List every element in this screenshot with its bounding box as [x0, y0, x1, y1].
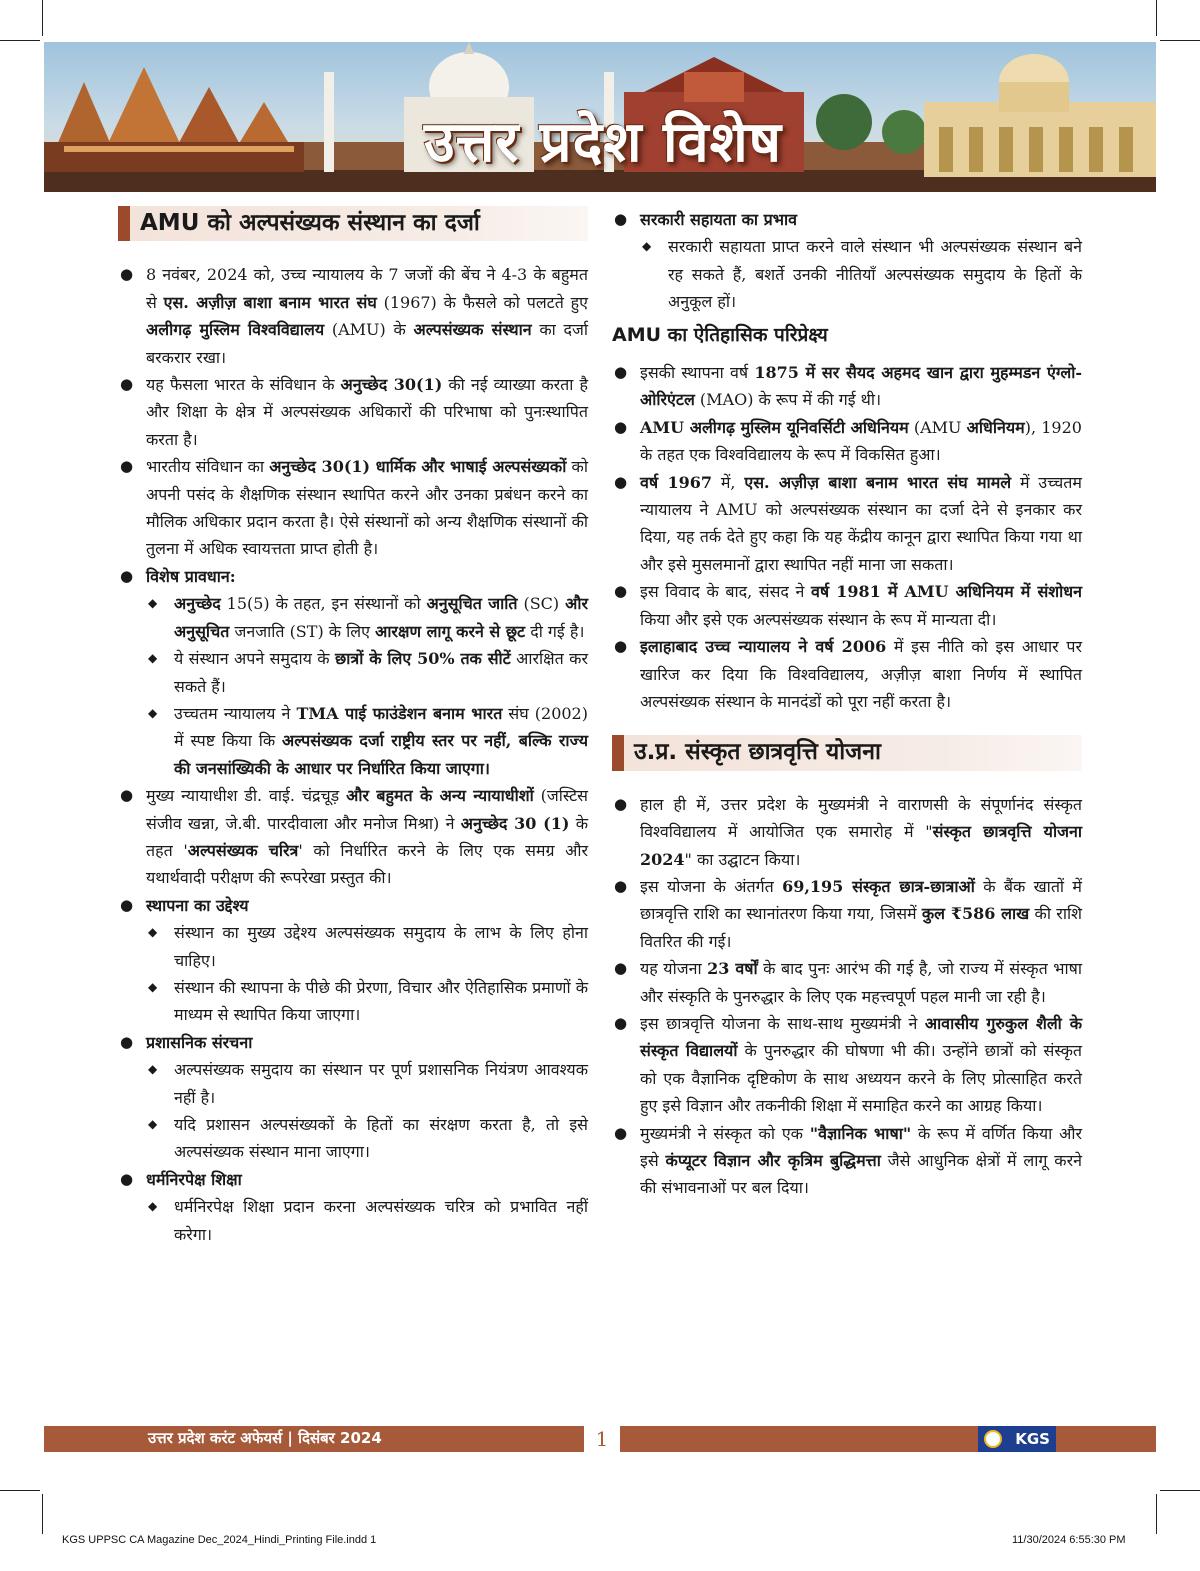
list-item: ● इस छात्रवृत्ति योजना के साथ-साथ मुख्यमंत्री ने आवासीय गुरुकुल शैली के संस्कृत विद्यालयों के पुनरुद्धार की घोषणा भी की। उन्होंने छात्रों को संस्कृत को एक वैज्ञानिक दृष्टिकोण के साथ अध्ययन करने के लिए प्रोत्साहित करते हुए इसे विज्ञान और तकनीकी शिक्षा में समाहित करने का आग्रह किया। — [612, 1010, 1082, 1120]
list-item: ● यह योजना 23 वर्षों के बाद पुनः आरंभ की गई है, जो राज्य में संस्कृत भाषा और संस्कृति के पुनरुद्धार के लिए एक महत्त्वपूर्ण पहल मानी जा रही है। — [612, 955, 1082, 1010]
section-heading-sanskrit-scholarship: उ.प्र. संस्कृत छात्रवृत्ति योजना — [612, 735, 1082, 770]
page-number: 1 — [587, 1424, 617, 1454]
banner-title: उत्तर प्रदेश विशेष — [424, 110, 783, 175]
sub-list-item: ◆ संस्थान की स्थापना के पीछे की प्रेरणा, विचार और ऐतिहासिक प्रमाणों के माध्यम से स्थापित किया जाएगा। — [146, 974, 588, 1029]
crop-mark — [1156, 1494, 1157, 1534]
list-item: ● इसकी स्थापना वर्ष 1875 में सर सैयद अहमद खान द्वारा मुहम्मडन एंग्लो-ओरिएंटल (MAO) के रूप में की गई थी। — [612, 359, 1082, 414]
list-item: ● वर्ष 1967 में, एस. अज़ीज़ बाशा बनाम भारत संघ मामले में उच्चतम न्यायालय ने AMU को अल्पसंख्यक संस्थान का दर्जा देने से इनकार कर दिया, यह तर्क देते हुए कहा कि यह केंद्रीय कानून द्वारा स्थापित किया गया था और इसे मुसलमानों द्वारा स्थापित नहीं माना जा सकता। — [612, 469, 1082, 579]
section-heading-amu: AMU को अल्पसंख्यक संस्थान का दर्जा — [118, 206, 588, 241]
sub-list-item: ◆ यदि प्रशासन अल्पसंख्यकों के हितों का संरक्षण करता है, तो इसे अल्पसंख्यक संस्थान माना जाएगा। — [146, 1111, 588, 1166]
print-slug-filename: KGS UPPSC CA Magazine Dec_2024_Hindi_Printing File.indd 1 — [62, 1534, 377, 1546]
header-banner — [44, 42, 1156, 192]
footer-bar-right — [620, 1426, 1156, 1452]
crop-mark — [42, 1494, 43, 1534]
list-item: ● इलाहाबाद उच्च न्यायालय ने वर्ष 2006 में इस नीति को इस आधार पर खारिज कर दिया कि विश्वविद्यालय, अज़ीज़ बाशा निर्णय में स्थापित अल्पसंख्यक संस्थान के मानदंडों को पूरा नहीं करता है। — [612, 633, 1082, 715]
list-item: ● हाल ही में, उत्तर प्रदेश के मुख्यमंत्री ने वाराणसी के संपूर्णानंद संस्कृत विश्वविद्यालय में आयोजित एक समारोह में "संस्कृत छात्रवृत्ति योजना 2024" का उद्घाटन किया। — [612, 791, 1082, 873]
crop-mark — [1160, 1490, 1200, 1491]
crop-mark — [0, 1490, 40, 1491]
list-item: ● विशेष प्रावधान: ◆ अनुच्छेद 15(5) के तहत, इन संस्थानों को अनुसूचित जाति (SC) और अनुसूचित जनजाति (ST) के लिए आरक्षण लागू करने से छूट दी गई है। ◆ ये संस्थान अपने समुदाय के छात्रों के लिए 50% तक सीटें आरक्षित कर सकते हैं। ◆ उच्चतम न्यायालय ने TMA पाई फाउंडेशन बनाम भारत संघ (2002) में स्पष्ट किया कि अल्पसंख्यक दर्जा राष्ट्रीय स्तर पर नहीं, बल्कि राज्य की जनसांख्यिकी के आधार पर निर्धारित किया जाएगा। — [118, 563, 588, 782]
footer-magazine-title: उत्तर प्रदेश करंट अफेयर्स | दिसंबर 2024 — [148, 1429, 382, 1447]
crop-mark — [1156, 0, 1157, 36]
list-item: ● भारतीय संविधान का अनुच्छेद 30(1) धार्मिक और भाषाई अल्पसंख्यकों को अपनी पसंद के शैक्षणिक संस्थान स्थापित करने और उनका प्रबंधन करने का मौलिक अधिकार प्रदान करता है। ऐसे संस्थानों को अन्य शैक्षणिक संस्थानों की तुलना में अधिक स्वायत्तता प्राप्त होती है। — [118, 453, 588, 563]
subheading-amu-history: AMU का ऐतिहासिक परिप्रेक्ष्य — [612, 323, 828, 346]
list-item: ● AMU अलीगढ़ मुस्लिम यूनिवर्सिटी अधिनियम (AMU अधिनियम), 1920 के तहत एक विश्वविद्यालय के रूप में विकसित हुआ। — [612, 414, 1082, 469]
sub-list-item: ◆ उच्चतम न्यायालय ने TMA पाई फाउंडेशन बनाम भारत संघ (2002) में स्पष्ट किया कि अल्पसंख्यक दर्जा राष्ट्रीय स्तर पर नहीं, बल्कि राज्य की जनसांख्यिकी के आधार पर निर्धारित किया जाएगा। — [146, 700, 588, 782]
list-item: ● मुख्यमंत्री ने संस्कृत को एक "वैज्ञानिक भाषा" के रूप में वर्णित किया और इसे कंप्यूटर विज्ञान और कृत्रिम बुद्धिमत्ता जैसे आधुनिक क्षेत्रों में लागू करने की संभावनाओं पर बल दिया। — [612, 1120, 1082, 1202]
sub-list-item: ◆ संस्थान का मुख्य उद्देश्य अल्पसंख्यक समुदाय के लाभ के लिए होना चाहिए। — [146, 919, 588, 974]
sub-list-item: ◆ धर्मनिरपेक्ष शिक्षा प्रदान करना अल्पसंख्यक चरित्र को प्रभावित नहीं करेगा। — [146, 1193, 588, 1248]
list-item: ● धर्मनिरपेक्ष शिक्षा ◆ धर्मनिरपेक्ष शिक्षा प्रदान करना अल्पसंख्यक चरित्र को प्रभावित नहीं करेगा। — [118, 1166, 588, 1248]
right-column — [612, 206, 1082, 1202]
emblem-icon — [984, 1430, 1002, 1448]
list-item: ● सरकारी सहायता का प्रभाव ◆ सरकारी सहायता प्राप्त करने वाले संस्थान भी अल्पसंख्यक संस्थान बने रह सकते हैं, बशर्ते उनकी नीतियाँ अल्पसंख्यक समुदाय के हितों के अनुकूल हों। — [612, 206, 1082, 316]
print-slug-timestamp: 11/30/2024 6:55:30 PM — [1012, 1534, 1126, 1546]
sub-list-item: ◆ अनुच्छेद 15(5) के तहत, इन संस्थानों को अनुसूचित जाति (SC) और अनुसूचित जनजाति (ST) के लिए आरक्षण लागू करने से छूट दी गई है। — [146, 590, 588, 645]
sub-list-item: ◆ ये संस्थान अपने समुदाय के छात्रों के लिए 50% तक सीटें आरक्षित कर सकते हैं। — [146, 645, 588, 700]
list-item: ● स्थापना का उद्देश्य ◆ संस्थान का मुख्य उद्देश्य अल्पसंख्यक समुदाय के लाभ के लिए होना चाहिए। ◆ संस्थान की स्थापना के पीछे की प्रेरणा, विचार और ऐतिहासिक प्रमाणों के माध्यम से स्थापित किया जाएगा। — [118, 892, 588, 1029]
list-item: ● प्रशासनिक संरचना ◆ अल्पसंख्यक समुदाय का संस्थान पर पूर्ण प्रशासनिक नियंत्रण आवश्यक नहीं है। ◆ यदि प्रशासन अल्पसंख्यकों के हितों का संरक्षण करता है, तो इसे अल्पसंख्यक संस्थान माना जाएगा। — [118, 1029, 588, 1166]
crop-mark — [1160, 40, 1200, 41]
sub-list-item: ◆ अल्पसंख्यक समुदाय का संस्थान पर पूर्ण प्रशासनिक नियंत्रण आवश्यक नहीं है। — [146, 1056, 588, 1111]
crop-mark — [0, 40, 40, 41]
list-item: ● इस विवाद के बाद, संसद ने वर्ष 1981 में AMU अधिनियम में संशोधन किया और इसे एक अल्पसंख्यक संस्थान के रूप में मान्यता दी। — [612, 578, 1082, 633]
list-item: ● यह फैसला भारत के संविधान के अनुच्छेद 30(1) की नई व्याख्या करता है और शिक्षा के क्षेत्र में अल्पसंख्यक अधिकारों की परिभाषा को पुनःस्थापित करता है। — [118, 371, 588, 453]
list-item: ● मुख्य न्यायाधीश डी. वाई. चंद्रचूड़ और बहुमत के अन्य न्यायाधीशों (जस्टिस संजीव खन्ना, जे.बी. पारदीवाला और मनोज मिश्रा) ने अनुच्छेद 30 (1) के तहत 'अल्पसंख्यक चरित्र' को निर्धारित करने के लिए एक समग्र और यथार्थवादी परीक्षण की रूपरेखा प्रस्तुत की। — [118, 782, 588, 892]
crop-mark — [42, 0, 43, 36]
list-item: ● 8 नवंबर, 2024 को, उच्च न्यायालय के 7 जजों की बेंच ने 4-3 के बहुमत से एस. अज़ीज़ बाशा बनाम भारत संघ (1967) के फैसले को पलटते हुए अलीगढ़ मुस्लिम विश्वविद्यालय (AMU) के अल्पसंख्यक संस्थान का दर्जा बरकरार रखा। — [118, 261, 588, 371]
kgs-logo: KGS — [978, 1426, 1056, 1452]
list-item: ● इस योजना के अंतर्गत 69,195 संस्कृत छात्र-छात्राओं के बैंक खातों में छात्रवृत्ति राशि का स्थानांतरण किया गया, जिसमें कुल ₹586 लाख की राशि वितरित की गई। — [612, 873, 1082, 955]
left-column — [118, 206, 588, 1248]
sub-list-item: ◆ सरकारी सहायता प्राप्त करने वाले संस्थान भी अल्पसंख्यक संस्थान बने रह सकते हैं, बशर्ते उनकी नीतियाँ अल्पसंख्यक समुदाय के हितों के अनुकूल हों। — [640, 233, 1082, 315]
